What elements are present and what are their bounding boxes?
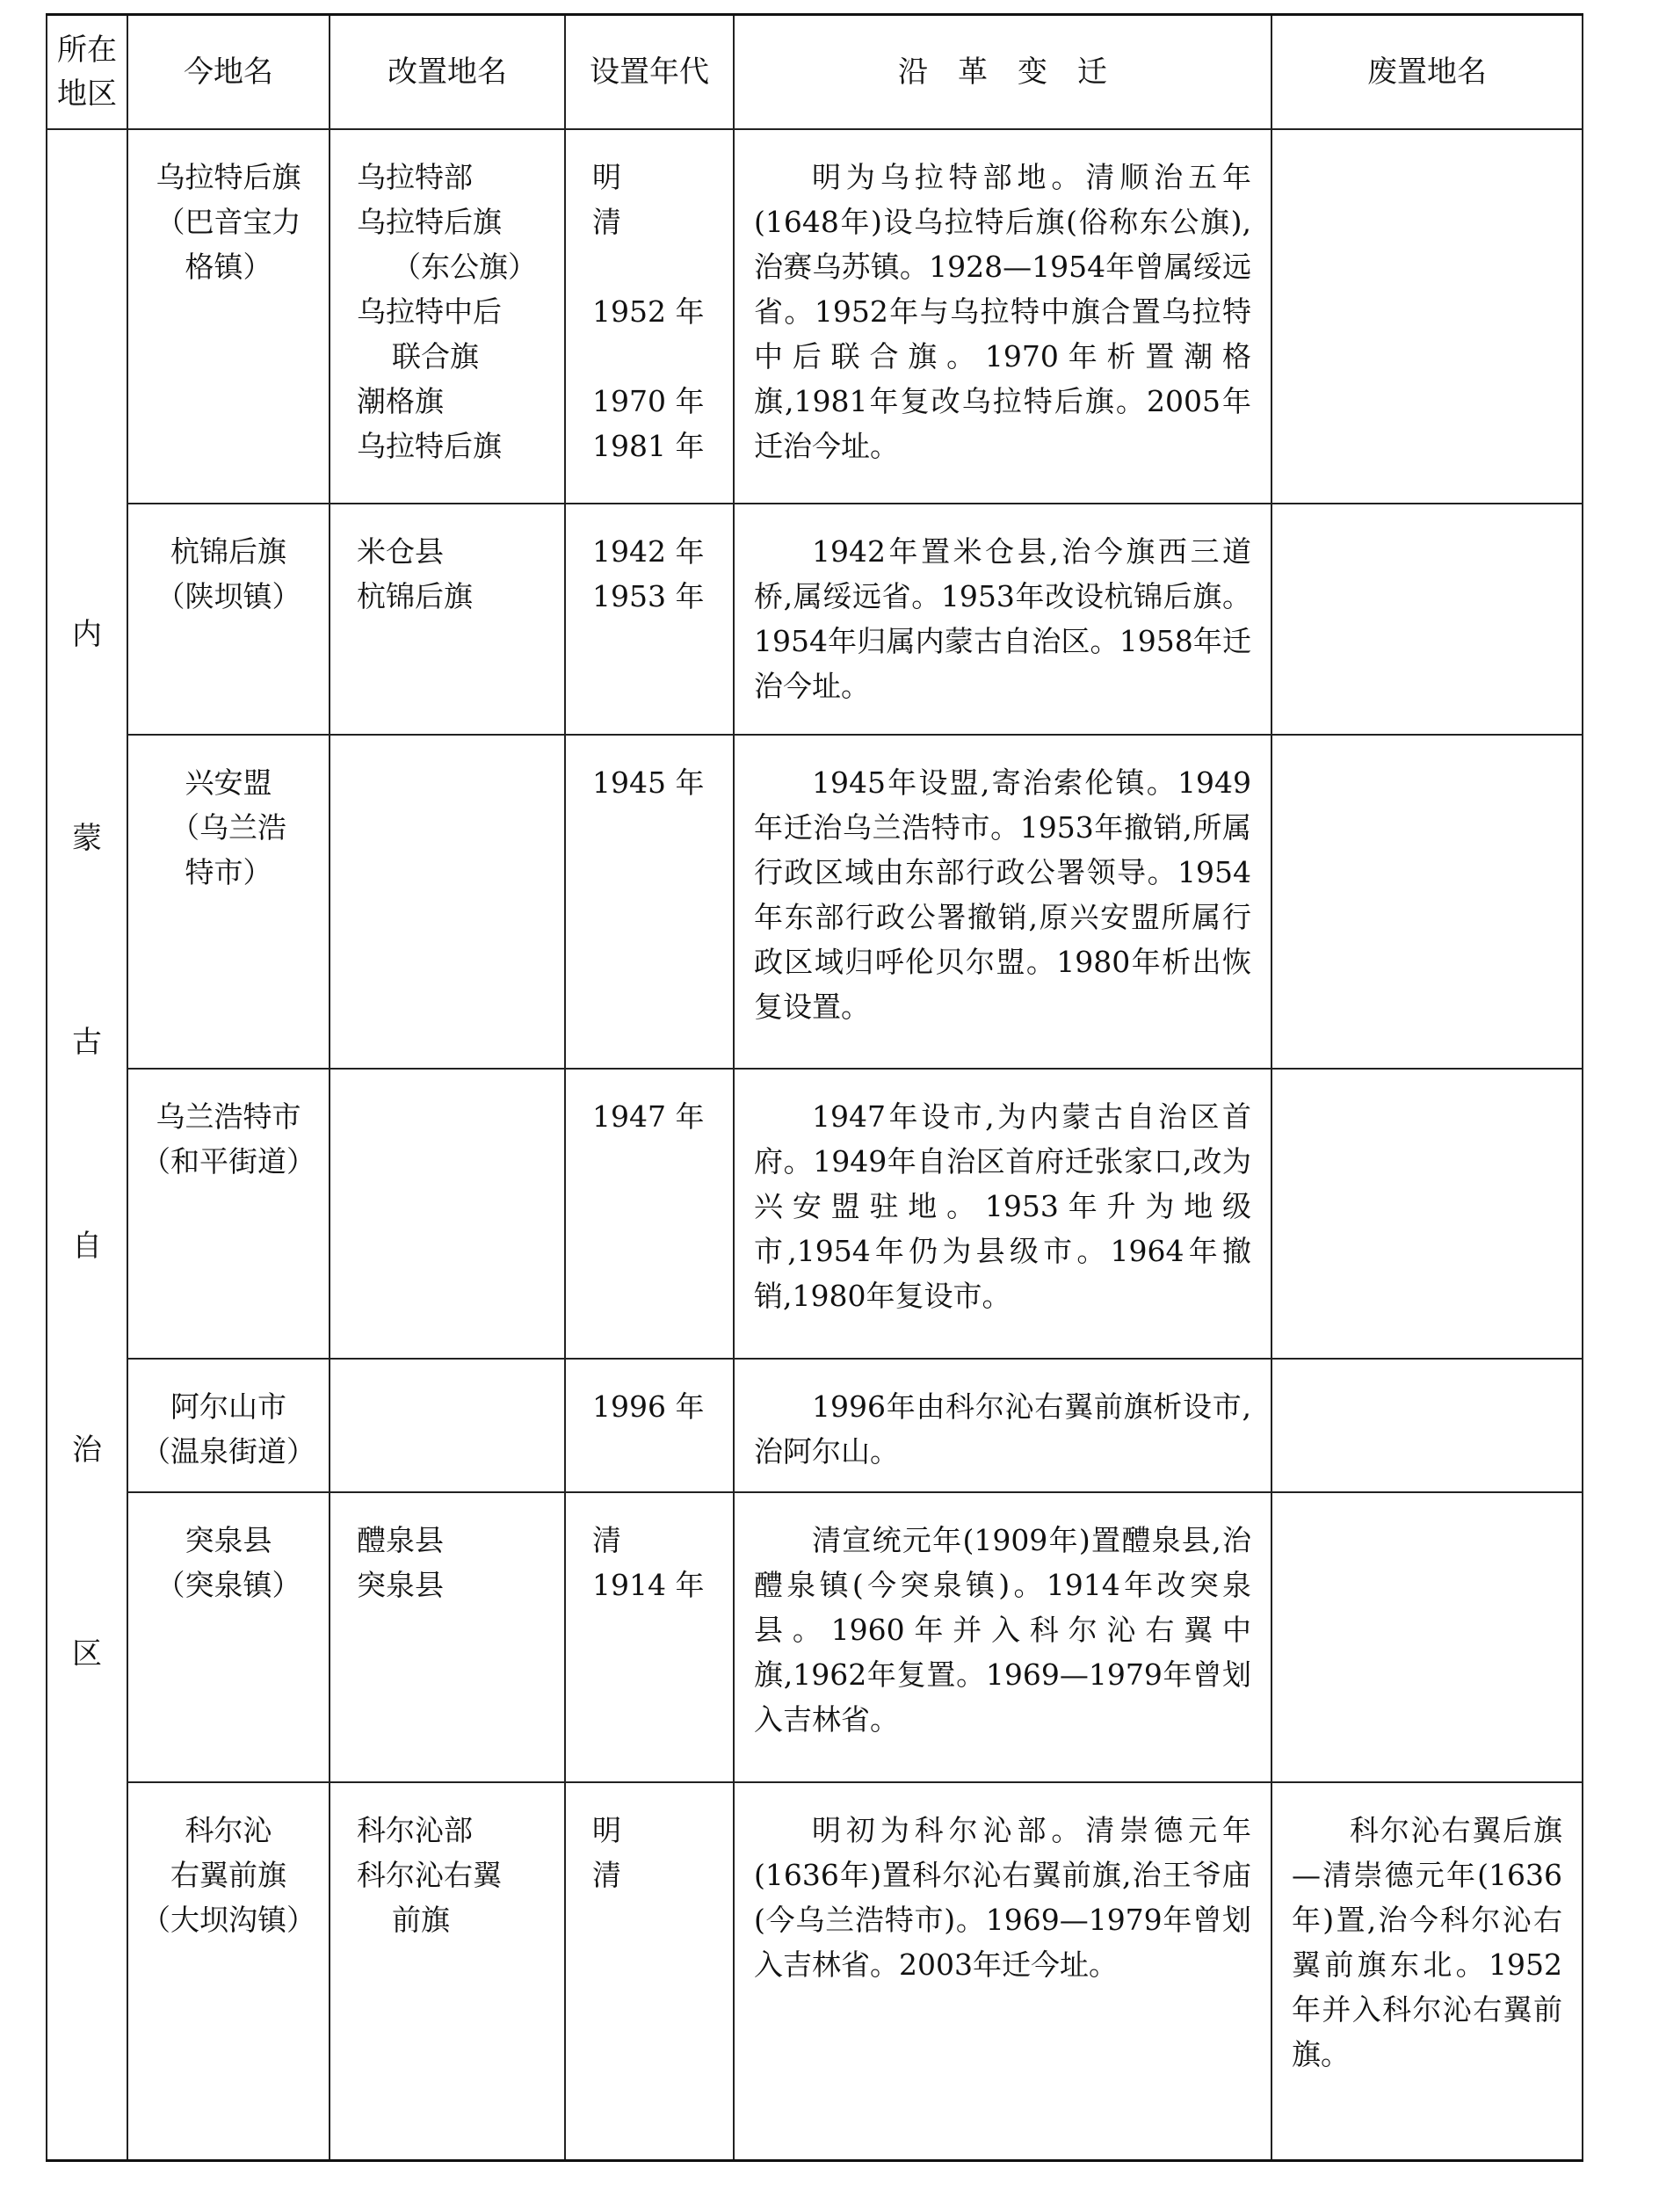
history-cell [734,735,1271,1069]
header-region-line2: 地区 [57,76,117,112]
renamed-line: 乌拉特部 [357,160,473,194]
current-name-line: 科尔沁 [185,1813,272,1847]
year-cell [565,735,734,1069]
year-cell [565,1069,734,1359]
region-char: 古 [72,1025,102,1061]
abolished-cell [1271,1069,1583,1359]
current-name-cell [127,129,330,504]
renamed-line: 科尔沁右翼 [357,1858,502,1892]
table-row [47,1359,1583,1492]
abolished-text: 科尔沁右翼后旗—清崇德元年(1636年)置,治今科尔沁右翼前旗东北。1952年并入科尔沁右翼前旗。 [1292,1813,1562,2071]
year-line: 明 [592,160,621,194]
year-line: 清 [592,205,621,239]
region-char: 内 [72,617,102,653]
table-row [47,1492,1583,1782]
year-cell [565,1359,734,1492]
abolished-cell [1271,735,1583,1069]
abolished-cell [1271,1359,1583,1492]
current-name-line: （乌兰浩 [170,810,286,845]
history-cell [734,504,1271,735]
renamed-line: 乌拉特中后 [357,294,502,329]
year-line: 明 [592,1813,621,1847]
table-row [47,504,1583,735]
header-row [47,15,1583,130]
year-line: 1981 年 [592,429,705,463]
current-name-line: 阿尔山市 [170,1389,286,1424]
history-text: 1945年设盟,寄治索伦镇。1949年迁治乌兰浩特市。1953年撤销,所属行政区域由东部行政公署领导。1954年东部行政公署撤销,原兴安盟所属行政区域归呼伦贝尔盟。1980年析出恢复设置。 [754,765,1251,1024]
table-row [47,735,1583,1069]
current-name-cell [127,1492,330,1782]
year-line: 1970 年 [592,384,705,418]
renamed-line: （东公旗） [392,250,537,284]
history-cell [734,1782,1271,2160]
year-line: 1945 年 [592,765,705,800]
current-name-cell [127,735,330,1069]
history-cell [734,1492,1271,1782]
region-cell [47,129,127,2160]
current-name-cell [127,1782,330,2160]
header-region [47,15,127,130]
region-char: 蒙 [72,821,102,857]
year-line: 清 [592,1523,621,1557]
renamed-cell [330,129,565,504]
table-row [47,1782,1583,2160]
header-current-name: 今地名 [127,15,330,130]
header-abolished: 废置地名 [1271,15,1583,130]
year-line: 1952 年 [592,294,705,329]
year-line: 1953 年 [592,579,705,613]
renamed-line: 醴泉县 [357,1523,444,1557]
current-name-line: 格镇） [185,250,272,284]
region-char: 自 [72,1229,102,1265]
history-cell [734,129,1271,504]
renamed-line: 米仓县 [357,534,444,569]
header-region-line1: 所在 [57,33,117,68]
history-text: 明初为科尔沁部。清崇德元年(1636年)置科尔沁右翼前旗,治王爷庙(今乌兰浩特市)。1969—1979年曾划入吉林省。2003年迁今址。 [754,1813,1251,1982]
current-name-line: 特市） [185,855,272,889]
history-text: 1942年置米仓县,治今旗西三道桥,属绥远省。1953年改设杭锦后旗。1954年归属内蒙古自治区。1958年迁治今址。 [754,534,1251,703]
renamed-line: 乌拉特后旗 [357,205,502,239]
current-name-line: （和平街道） [141,1144,315,1179]
renamed-line: 前旗 [392,1903,450,1937]
current-name-line: （巴音宝力 [156,205,301,239]
year-cell [565,504,734,735]
current-name-line: （大坝沟镇） [141,1903,315,1937]
admin-change-table [46,13,1583,2162]
history-cell [734,1069,1271,1359]
abolished-cell [1271,1492,1583,1782]
abolished-cell [1271,129,1583,504]
year-cell [565,129,734,504]
year-line: 1914 年 [592,1568,705,1602]
table-row [47,1069,1583,1359]
abolished-cell [1271,504,1583,735]
renamed-cell [330,1782,565,2160]
region-char: 区 [72,1636,102,1672]
table-row [47,129,1583,504]
history-text: 1996年由科尔沁右翼前旗析设市,治阿尔山。 [754,1389,1251,1469]
current-name-line: （突泉镇） [156,1568,301,1602]
renamed-line: 联合旗 [392,339,479,374]
header-year: 设置年代 [565,15,734,130]
current-name-line: 杭锦后旗 [170,534,286,569]
year-cell [565,1492,734,1782]
current-name-line: （温泉街道） [141,1434,315,1469]
current-name-line: 兴安盟 [185,765,272,800]
history-text: 清宣统元年(1909年)置醴泉县,治醴泉镇(今突泉镇)。1914年改突泉县。1960年并入科尔沁右翼中旗,1962年复置。1969—1979年曾划入吉林省。 [754,1523,1251,1737]
renamed-line: 科尔沁部 [357,1813,473,1847]
renamed-line: 突泉县 [357,1568,444,1602]
year-line: 1947 年 [592,1099,705,1134]
year-line: 清 [592,1858,621,1892]
abolished-cell [1271,1782,1583,2160]
year-line: 1996 年 [592,1389,705,1424]
current-name-cell [127,504,330,735]
renamed-line: 杭锦后旗 [357,579,473,613]
header-renamed: 改置地名 [330,15,565,130]
renamed-cell [330,735,565,1069]
renamed-cell [330,1069,565,1359]
header-history: 沿 革 变 迁 [734,15,1271,130]
history-cell [734,1359,1271,1492]
renamed-cell [330,504,565,735]
history-text: 1947年设市,为内蒙古自治区首府。1949年自治区首府迁张家口,改为兴安盟驻地。1953年升为地级市,1954年仍为县级市。1964年撤销,1980年复设市。 [754,1099,1251,1313]
year-line: 1942 年 [592,534,705,569]
current-name-line: 乌兰浩特市 [156,1099,301,1134]
current-name-cell [127,1069,330,1359]
year-cell [565,1782,734,2160]
page [46,13,1582,2162]
current-name-cell [127,1359,330,1492]
current-name-line: 突泉县 [185,1523,272,1557]
renamed-line: 潮格旗 [357,384,444,418]
renamed-cell [330,1359,565,1492]
renamed-cell [330,1492,565,1782]
region-char: 治 [72,1432,102,1469]
history-text: 明为乌拉特部地。清顺治五年(1648年)设乌拉特后旗(俗称东公旗),治赛乌苏镇。1928—1954年曾属绥远省。1952年与乌拉特中旗合置乌拉特中后联合旗。1970年析置潮格旗,1981年复改乌拉特后旗。2005年迁治今址。 [754,160,1251,463]
current-name-line: （陕坝镇） [156,579,301,613]
renamed-line: 乌拉特后旗 [357,429,502,463]
current-name-line: 乌拉特后旗 [156,160,301,194]
current-name-line: 右翼前旗 [170,1858,286,1892]
